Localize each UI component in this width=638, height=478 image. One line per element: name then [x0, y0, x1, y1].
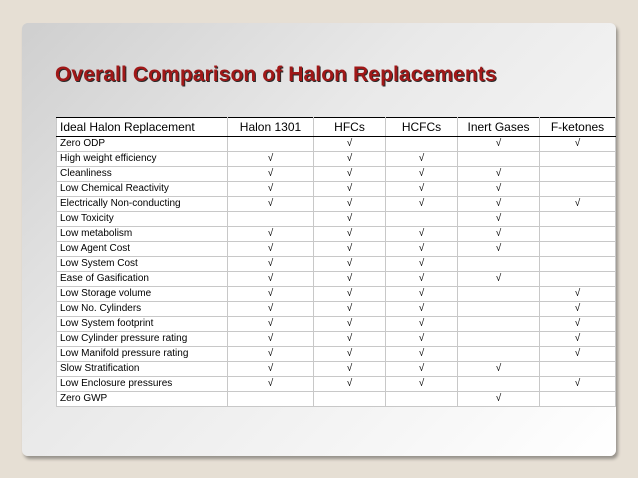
- check-cell: √: [228, 182, 314, 197]
- check-cell: [540, 167, 616, 182]
- table-header-row: [57, 118, 616, 137]
- check-cell: [540, 272, 616, 287]
- check-cell: [458, 377, 540, 392]
- check-cell: √: [314, 227, 386, 242]
- table-row: [57, 257, 616, 272]
- row-label: Electrically Non-conducting: [57, 197, 228, 212]
- check-cell: √: [458, 182, 540, 197]
- row-label: Low Chemical Reactivity: [57, 182, 228, 197]
- check-cell: √: [540, 332, 616, 347]
- column-header: Halon 1301: [228, 118, 314, 137]
- row-label: Low Cylinder pressure rating: [57, 332, 228, 347]
- column-header: Inert Gases: [458, 118, 540, 137]
- check-cell: √: [228, 272, 314, 287]
- check-cell: √: [228, 257, 314, 272]
- row-label: Low Enclosure pressures: [57, 377, 228, 392]
- slide-title: Overall Comparison of Halon Replacements: [55, 63, 497, 86]
- check-cell: [540, 152, 616, 167]
- check-cell: √: [314, 317, 386, 332]
- check-cell: √: [540, 302, 616, 317]
- table-row: [57, 152, 616, 167]
- check-cell: √: [314, 152, 386, 167]
- check-cell: √: [386, 257, 458, 272]
- check-cell: √: [228, 302, 314, 317]
- check-cell: [458, 287, 540, 302]
- check-cell: √: [228, 242, 314, 257]
- check-cell: √: [540, 287, 616, 302]
- row-label: Slow Stratification: [57, 362, 228, 377]
- table-row: [57, 182, 616, 197]
- check-cell: √: [540, 377, 616, 392]
- column-header: Ideal Halon Replacement: [57, 118, 228, 137]
- check-cell: √: [386, 272, 458, 287]
- check-cell: [540, 392, 616, 407]
- row-label: Low Storage volume: [57, 287, 228, 302]
- check-cell: [458, 257, 540, 272]
- table-row: [57, 392, 616, 407]
- check-cell: √: [458, 167, 540, 182]
- check-cell: √: [386, 152, 458, 167]
- check-cell: √: [314, 332, 386, 347]
- check-cell: [458, 152, 540, 167]
- check-cell: √: [314, 212, 386, 227]
- check-cell: √: [314, 257, 386, 272]
- check-cell: √: [540, 137, 616, 152]
- check-cell: √: [540, 347, 616, 362]
- row-label: Low Agent Cost: [57, 242, 228, 257]
- table-row: [57, 167, 616, 182]
- row-label: High weight efficiency: [57, 152, 228, 167]
- table-row: [57, 317, 616, 332]
- check-cell: [540, 212, 616, 227]
- row-label: Low Manifold pressure rating: [57, 347, 228, 362]
- row-label: Low System Cost: [57, 257, 228, 272]
- table-row: [57, 137, 616, 152]
- check-cell: [540, 182, 616, 197]
- table-row: [57, 242, 616, 257]
- table-row: [57, 212, 616, 227]
- check-cell: [458, 317, 540, 332]
- row-label: Low Toxicity: [57, 212, 228, 227]
- table-row: [57, 197, 616, 212]
- check-cell: √: [458, 392, 540, 407]
- table-row: [57, 332, 616, 347]
- check-cell: √: [314, 272, 386, 287]
- column-header: HFCs: [314, 118, 386, 137]
- check-cell: [458, 302, 540, 317]
- check-cell: √: [386, 167, 458, 182]
- check-cell: √: [458, 212, 540, 227]
- check-cell: √: [458, 362, 540, 377]
- comparison-table: [56, 117, 616, 407]
- table-row: [57, 227, 616, 242]
- table-row: [57, 377, 616, 392]
- check-cell: √: [386, 317, 458, 332]
- check-cell: √: [314, 167, 386, 182]
- check-cell: √: [228, 332, 314, 347]
- check-cell: √: [228, 287, 314, 302]
- check-cell: [386, 212, 458, 227]
- check-cell: [228, 137, 314, 152]
- check-cell: √: [228, 227, 314, 242]
- row-label: Low metabolism: [57, 227, 228, 242]
- check-cell: √: [458, 272, 540, 287]
- check-cell: √: [386, 242, 458, 257]
- check-cell: √: [540, 197, 616, 212]
- check-cell: √: [458, 197, 540, 212]
- check-cell: √: [314, 182, 386, 197]
- slide: [22, 23, 616, 456]
- table-body: [57, 137, 616, 407]
- check-cell: [386, 137, 458, 152]
- check-cell: √: [228, 347, 314, 362]
- check-cell: √: [228, 377, 314, 392]
- check-cell: √: [228, 167, 314, 182]
- row-label: Low No. Cylinders: [57, 302, 228, 317]
- check-cell: [540, 362, 616, 377]
- row-label: Zero GWP: [57, 392, 228, 407]
- check-cell: √: [228, 362, 314, 377]
- row-label: Cleanliness: [57, 167, 228, 182]
- check-cell: √: [386, 302, 458, 317]
- check-cell: √: [386, 182, 458, 197]
- check-cell: √: [228, 152, 314, 167]
- table-row: [57, 362, 616, 377]
- check-cell: √: [458, 137, 540, 152]
- check-cell: [540, 227, 616, 242]
- column-header: F-ketones: [540, 118, 616, 137]
- check-cell: [228, 392, 314, 407]
- check-cell: √: [458, 242, 540, 257]
- check-cell: √: [540, 317, 616, 332]
- check-cell: √: [314, 362, 386, 377]
- check-cell: √: [314, 242, 386, 257]
- check-cell: √: [314, 377, 386, 392]
- check-cell: √: [386, 287, 458, 302]
- row-label: Low System footprint: [57, 317, 228, 332]
- row-label: Ease of Gasification: [57, 272, 228, 287]
- check-cell: √: [228, 197, 314, 212]
- check-cell: √: [314, 347, 386, 362]
- table-row: [57, 302, 616, 317]
- table-row: [57, 287, 616, 302]
- check-cell: [458, 332, 540, 347]
- check-cell: [540, 257, 616, 272]
- check-cell: √: [386, 332, 458, 347]
- column-header: HCFCs: [386, 118, 458, 137]
- check-cell: √: [314, 197, 386, 212]
- check-cell: √: [386, 197, 458, 212]
- check-cell: √: [314, 302, 386, 317]
- check-cell: [386, 392, 458, 407]
- check-cell: √: [314, 287, 386, 302]
- check-cell: √: [386, 362, 458, 377]
- check-cell: √: [458, 227, 540, 242]
- check-cell: [540, 242, 616, 257]
- table-row: [57, 272, 616, 287]
- check-cell: √: [314, 137, 386, 152]
- check-cell: [228, 212, 314, 227]
- check-cell: [458, 347, 540, 362]
- check-cell: √: [386, 347, 458, 362]
- check-cell: [314, 392, 386, 407]
- check-cell: √: [386, 377, 458, 392]
- table-row: [57, 347, 616, 362]
- row-label: Zero ODP: [57, 137, 228, 152]
- check-cell: √: [228, 317, 314, 332]
- check-cell: √: [386, 227, 458, 242]
